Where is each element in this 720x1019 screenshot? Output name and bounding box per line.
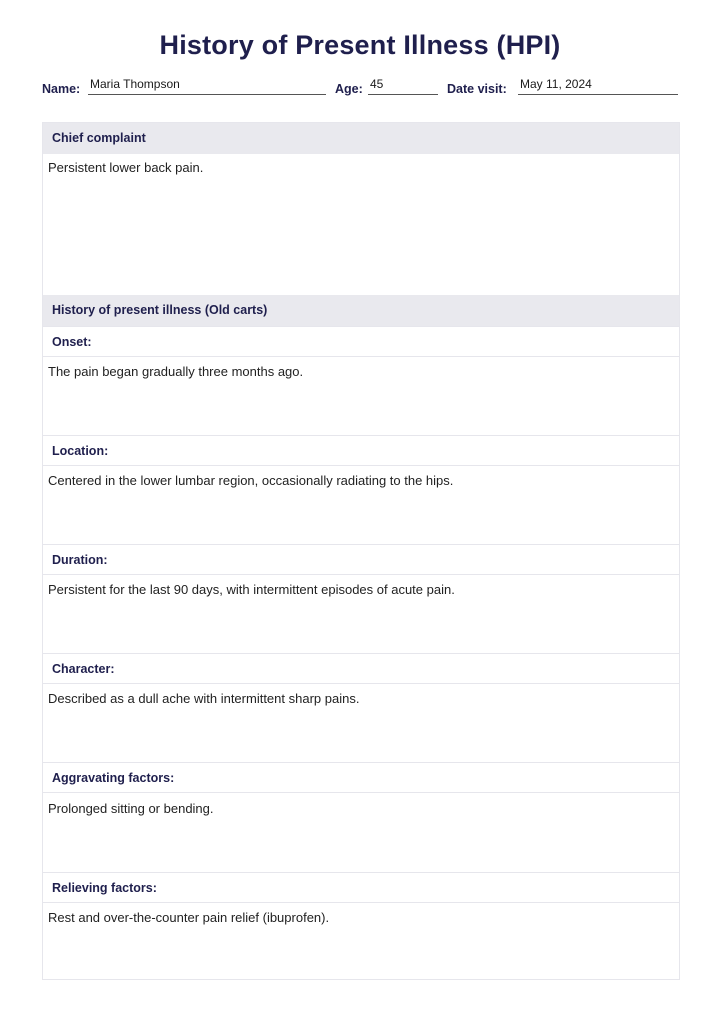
document-title: History of Present Illness (HPI) — [159, 30, 561, 60]
duration-field[interactable]: Persistent for the last 90 days, with intermittent episodes of acute pain. — [48, 582, 455, 597]
age-field[interactable]: 45 — [368, 74, 438, 95]
hpi-heading: History of present illness (Old carts) — [43, 295, 679, 326]
aggravating-factors-field[interactable]: Prolonged sitting or bending. — [48, 801, 214, 816]
name-label: Name: — [42, 82, 81, 96]
location-label: Location: — [43, 435, 679, 466]
onset-label: Onset: — [43, 326, 679, 357]
character-label: Character: — [43, 653, 679, 684]
name-field[interactable]: Maria Thompson — [88, 74, 326, 95]
age-label: Age: — [335, 82, 363, 96]
character-field[interactable]: Described as a dull ache with intermittent sharp pains. — [48, 691, 360, 706]
onset-field[interactable]: The pain began gradually three months ago. — [48, 364, 304, 379]
date-visit-label: Date visit: — [447, 82, 507, 96]
aggravating-factors-label: Aggravating factors: — [43, 762, 679, 793]
relieving-factors-field[interactable]: Rest and over-the-counter pain relief (ibuprofen). — [48, 910, 330, 925]
date-visit-field[interactable]: May 11, 2024 — [518, 74, 678, 95]
hpi-form — [42, 122, 680, 980]
relieving-factors-label: Relieving factors: — [43, 872, 679, 903]
location-field[interactable]: Centered in the lower lumbar region, occasionally radiating to the hips. — [48, 473, 454, 488]
chief-complaint-heading: Chief complaint — [43, 123, 679, 154]
patient-info-row — [0, 74, 720, 100]
chief-complaint-field[interactable]: Persistent lower back pain. — [48, 160, 204, 175]
duration-label: Duration: — [43, 544, 679, 575]
